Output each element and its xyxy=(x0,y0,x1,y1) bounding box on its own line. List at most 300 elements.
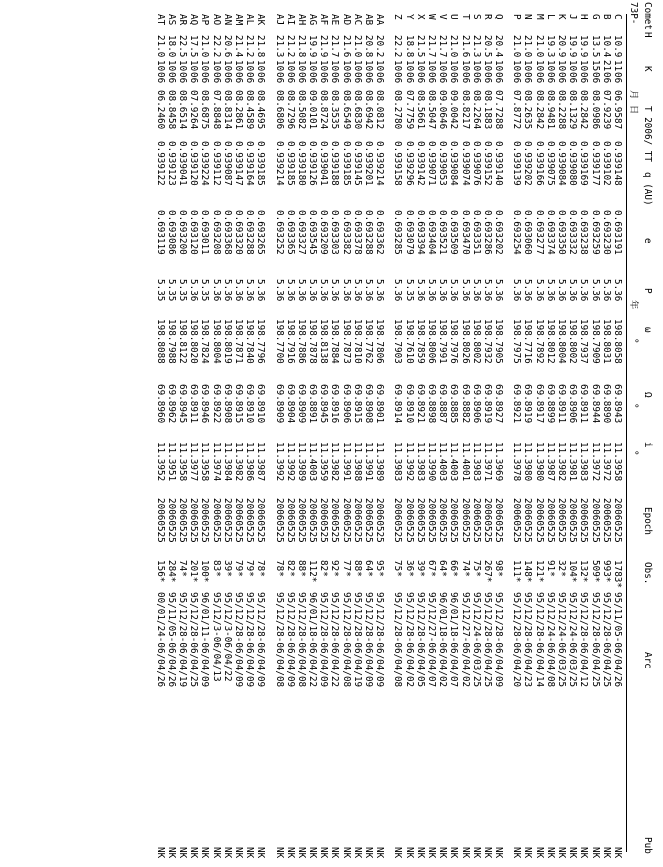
cell-obs: 509* xyxy=(589,560,601,583)
cell-epoch: 20060525 xyxy=(199,498,211,543)
cell-epoch: 20060525 xyxy=(403,498,415,543)
cell-incl: 11.3977 xyxy=(188,442,200,482)
cell-epoch: 20060525 xyxy=(307,498,319,543)
cell-comet: AA xyxy=(374,14,386,26)
cell-obs: 74* xyxy=(459,560,471,577)
cell-obs: 993* xyxy=(600,560,612,583)
cell-e: 0.693079 xyxy=(403,210,415,255)
cell-epoch: 20060525 xyxy=(448,498,460,543)
cell-comet: AG xyxy=(307,14,319,26)
cell-e: 0.693404 xyxy=(426,210,437,255)
cell-pub: NK xyxy=(437,847,449,859)
cell-k: 10 xyxy=(459,60,471,72)
cell-h: 17.5 xyxy=(188,35,200,58)
cell-node: 69.8919 xyxy=(481,384,493,424)
cell-omega: 198.8019 xyxy=(221,319,233,364)
cell-year: 06 xyxy=(589,72,601,84)
cell-incl: 11.3980 xyxy=(533,442,545,482)
cell-year: 06 xyxy=(210,72,222,84)
cell-epoch: 20060525 xyxy=(244,498,256,543)
cell-incl: 11.3987 xyxy=(544,442,556,482)
cell-day: 08.6514 xyxy=(177,90,189,130)
cell-k: 10 xyxy=(522,60,534,72)
cell-q: 0.939201 xyxy=(363,141,375,186)
cell-q: 0.939145 xyxy=(351,141,363,186)
cell-pub: NK xyxy=(351,847,363,859)
cell-node: 69.8911 xyxy=(578,384,590,424)
cell-day: 07.8772 xyxy=(511,90,523,130)
cell-h: 10.9 xyxy=(612,35,623,58)
cell-comet: AS xyxy=(165,14,177,26)
cell-day: 08.6830 xyxy=(351,90,363,130)
cell-day: 08.6549 xyxy=(340,90,352,130)
cell-e: 0.693208 xyxy=(210,210,222,255)
cell-omega: 198.7716 xyxy=(522,319,534,364)
cell-incl: 11.3972 xyxy=(600,442,612,482)
cell-day: 08.7296 xyxy=(284,90,296,130)
cell-node: 69.8908 xyxy=(221,384,233,424)
cell-year: 06 xyxy=(351,72,363,84)
cell-h: 19.9 xyxy=(307,35,319,58)
cell-epoch: 20060525 xyxy=(284,498,296,543)
cell-year: 06 xyxy=(511,72,523,84)
cell-node: 69.8943 xyxy=(612,384,623,424)
cell-q: 0.939296 xyxy=(403,141,415,186)
cell-day: 08.1329 xyxy=(567,90,579,130)
cell-omega: 198.7810 xyxy=(351,319,363,364)
cell-arc: 95/12/28-06/04/09 xyxy=(363,592,375,688)
cell-h: 21.0 xyxy=(533,35,545,58)
cell-arc: 95/12/28-06/04/08 xyxy=(273,592,285,688)
cell-epoch: 20060525 xyxy=(437,498,449,543)
cell-k: 10 xyxy=(511,60,523,72)
cell-node: 69.8899 xyxy=(544,384,556,424)
cell-q: 0.939102 xyxy=(600,141,612,186)
cell-omega: 198.7871 xyxy=(233,319,244,364)
cell-node: 69.8911 xyxy=(556,384,568,424)
cell-node: 69.8887 xyxy=(437,384,449,424)
cell-k: 10 xyxy=(340,60,352,72)
cell-p: 5.36 xyxy=(437,279,449,302)
cell-year: 06 xyxy=(221,72,233,84)
cell-p: 5.36 xyxy=(511,279,523,302)
cell-day: 06.2460 xyxy=(154,90,166,130)
cell-node: 69.8921 xyxy=(414,384,426,424)
cell-arc: 95/12/3-06/04/13 xyxy=(210,592,222,682)
cell-h: 21.3 xyxy=(273,35,285,58)
cell-omega: 198.7937 xyxy=(578,319,590,364)
cell-e: 0.693209 xyxy=(318,210,330,255)
cell-obs: 32* xyxy=(556,560,568,577)
header-comet: Comet xyxy=(642,2,653,30)
cell-arc: 95/12/24-06/04/08 xyxy=(544,592,556,688)
cell-day: 07.9239 xyxy=(600,90,612,130)
cell-h: 10.4 xyxy=(600,35,612,58)
cell-h: 20.9 xyxy=(556,35,568,58)
cell-comet: AN xyxy=(221,14,233,26)
cell-arc: 95/12/28-06/04/20 xyxy=(511,592,523,688)
cell-arc: 95/12/28-06/04/09 xyxy=(244,592,256,688)
cell-pub: NK xyxy=(188,847,200,859)
cell-q: 0.939147 xyxy=(233,141,244,186)
cell-node: 69.8906 xyxy=(470,384,482,424)
cell-node: 69.8891 xyxy=(307,384,319,424)
cell-pub: NK xyxy=(210,847,222,859)
cell-h: 21.0 xyxy=(448,35,460,58)
cell-incl: 11.3988 xyxy=(351,442,363,482)
cell-obs: 100* xyxy=(199,560,211,583)
cell-k: 10 xyxy=(233,60,244,72)
cell-day: 08.8314 xyxy=(221,90,233,130)
cell-pub: NK xyxy=(481,847,493,859)
cell-h: 21.7 xyxy=(426,35,437,58)
cell-comet: X xyxy=(414,14,426,20)
cell-day: 08.8458 xyxy=(165,90,177,130)
cell-k: 10 xyxy=(403,60,415,72)
cell-arc: 95/12/24-06/03/25 xyxy=(470,592,482,688)
cell-day: 09.0101 xyxy=(307,90,319,130)
cell-arc: 95/12/28-06/04/25 xyxy=(188,592,200,688)
cell-year: 06 xyxy=(493,72,505,84)
cell-node: 69.8945 xyxy=(177,384,189,424)
cell-pub: NK xyxy=(329,847,341,859)
cell-q: 0.939074 xyxy=(459,141,471,186)
cell-omega: 198.7884 xyxy=(329,319,341,364)
cell-q: 0.939148 xyxy=(612,141,623,186)
cell-obs: 95* xyxy=(374,560,386,577)
cell-pub: NK xyxy=(414,847,426,859)
cell-incl: 11.3983 xyxy=(414,442,426,482)
cell-year: 06 xyxy=(544,72,556,84)
cell-p: 5.36 xyxy=(392,279,404,302)
cell-arc: 95/12/28-06/04/14 xyxy=(533,592,545,688)
cell-epoch: 20060525 xyxy=(273,498,285,543)
cell-pub: NK xyxy=(295,847,307,859)
cell-epoch: 20060525 xyxy=(459,498,471,543)
cell-node: 69.8927 xyxy=(493,384,505,424)
cell-q: 0.939180 xyxy=(295,141,307,186)
cell-comet: AQ xyxy=(188,14,200,26)
cell-epoch: 20060525 xyxy=(612,498,623,543)
cell-h: 21.2 xyxy=(284,35,296,58)
cell-omega: 198.7873 xyxy=(340,319,352,364)
cell-k: 10 xyxy=(307,60,319,72)
cell-day: 08.5661 xyxy=(414,90,426,130)
cell-q: 0.939075 xyxy=(544,141,556,186)
cell-incl: 11.3986 xyxy=(244,442,256,482)
cell-omega: 198.7700 xyxy=(273,319,285,364)
cell-k: 10 xyxy=(318,60,330,72)
cell-incl: 11.4003 xyxy=(307,442,319,482)
cell-obs: 201* xyxy=(188,560,200,583)
cell-incl: 11.3992 xyxy=(284,442,296,482)
cell-comet: Y xyxy=(403,14,415,20)
cell-k: 10 xyxy=(363,60,375,72)
cell-node: 69.8916 xyxy=(329,384,341,424)
cell-arc: 95/12/24-06/03/25 xyxy=(567,592,579,688)
cell-node: 69.8909 xyxy=(273,384,285,424)
cell-year: 06 xyxy=(481,72,493,84)
cell-epoch: 20060525 xyxy=(589,498,601,543)
cell-comet: M xyxy=(533,14,545,20)
cell-comet: T xyxy=(459,14,471,20)
cell-p: 5.36 xyxy=(481,279,493,302)
cell-node: 69.8962 xyxy=(165,384,177,424)
cell-omega: 198.8006 xyxy=(426,319,437,364)
cell-arc: 95/11/05-06/04/26 xyxy=(165,592,177,688)
cell-node: 69.8910 xyxy=(244,384,256,424)
header-p: P xyxy=(642,288,653,294)
subheader-date-units: 月 日 xyxy=(628,90,639,115)
cell-incl: 11.3982 xyxy=(233,442,244,482)
cell-arc: 95/12/27-06/04/02 xyxy=(459,592,471,688)
cell-e: 0.693288 xyxy=(363,210,375,255)
subheader-degree-omega: ° xyxy=(628,338,639,344)
cell-comet: AL xyxy=(244,14,256,26)
cell-epoch: 20060525 xyxy=(188,498,200,543)
cell-arc: 95/12/28-06/04/25 xyxy=(481,592,493,688)
cell-arc: 95/12/28-06/04/25 xyxy=(589,592,601,688)
cell-day: 08.5047 xyxy=(426,90,437,130)
cell-q: 0.939084 xyxy=(448,141,460,186)
cell-p: 5.36 xyxy=(340,279,352,302)
cell-p: 5.36 xyxy=(589,279,601,302)
cell-pub: NK xyxy=(244,847,256,859)
cell-omega: 198.8026 xyxy=(459,319,471,364)
cell-comet: Z xyxy=(392,14,404,20)
cell-q: 0.939214 xyxy=(273,141,285,186)
cell-comet: L xyxy=(544,14,556,20)
cell-year: 06 xyxy=(533,72,545,84)
cell-p: 5.36 xyxy=(221,279,233,302)
cell-p: 5.36 xyxy=(255,279,267,302)
cell-q: 0.939185 xyxy=(340,141,352,186)
cell-incl: 11.3972 xyxy=(589,442,601,482)
cell-comet: U xyxy=(448,14,460,20)
subheader-corner: 73P- xyxy=(628,2,639,25)
cell-k: 10 xyxy=(199,60,211,72)
cell-q: 0.939112 xyxy=(210,141,222,186)
cell-incl: 11.3958 xyxy=(612,442,623,482)
cell-k: 10 xyxy=(284,60,296,72)
cell-year: 06 xyxy=(522,72,534,84)
cell-obs: 156* xyxy=(154,560,166,583)
cell-pub: NK xyxy=(556,847,568,859)
cell-obs: 64* xyxy=(437,560,449,577)
cell-e: 0.693303 xyxy=(329,210,341,255)
cell-p: 5.36 xyxy=(284,279,296,302)
cell-comet: AC xyxy=(351,14,363,26)
cell-h: 13.5 xyxy=(589,35,601,58)
cell-q: 0.939123 xyxy=(165,141,177,186)
cell-q: 0.939139 xyxy=(511,141,523,186)
cell-e: 0.693365 xyxy=(284,210,296,255)
cell-h: 21.7 xyxy=(329,35,341,58)
cell-day: 08.2288 xyxy=(556,90,568,130)
cell-incl: 11.3951 xyxy=(165,442,177,482)
cell-p: 5.36 xyxy=(578,279,590,302)
cell-q: 0.939053 xyxy=(437,141,449,186)
cell-obs: 75* xyxy=(392,560,404,577)
cell-omega: 198.7610 xyxy=(403,319,415,364)
cell-q: 0.939071 xyxy=(426,141,437,186)
cell-comet: AT xyxy=(154,14,166,26)
cell-day: 08.2635 xyxy=(522,90,534,130)
cell-k: 10 xyxy=(470,60,482,72)
cell-epoch: 20060525 xyxy=(351,498,363,543)
cell-node: 69.8945 xyxy=(318,384,330,424)
cell-q: 0.939158 xyxy=(392,141,404,186)
cell-omega: 198.8138 xyxy=(318,319,330,364)
cell-epoch: 20060525 xyxy=(533,498,545,543)
cell-e: 0.693265 xyxy=(255,210,267,255)
cell-arc: 95/12/28-06/04/09 xyxy=(318,592,330,688)
cell-comet: AE xyxy=(329,14,341,26)
cell-omega: 198.7886 xyxy=(295,319,307,364)
cell-p: 5.36 xyxy=(307,279,319,302)
cell-pub: NK xyxy=(340,847,352,859)
cell-h: 21.0 xyxy=(522,35,534,58)
cell-comet: AR xyxy=(177,14,189,26)
header-incl: i xyxy=(642,442,653,448)
cell-e: 0.693238 xyxy=(578,210,590,255)
cell-obs: 39* xyxy=(414,560,426,577)
cell-k: 10 xyxy=(493,60,505,72)
cell-arc: 95/12/28-06/04/05 xyxy=(414,592,426,688)
cell-p: 5.36 xyxy=(295,279,307,302)
cell-h: 22.5 xyxy=(177,35,189,58)
cell-arc: 95/12/3-06/04/22 xyxy=(221,592,233,682)
cell-k: 10 xyxy=(210,60,222,72)
cell-p: 5.36 xyxy=(522,279,534,302)
cell-obs: 91* xyxy=(544,560,556,577)
cell-epoch: 20060525 xyxy=(414,498,426,543)
cell-year: 06 xyxy=(426,72,437,84)
cell-node: 69.8904 xyxy=(284,384,296,424)
cell-epoch: 20060525 xyxy=(255,498,267,543)
cell-epoch: 20060525 xyxy=(556,498,568,543)
cell-obs: 98* xyxy=(493,560,505,577)
cell-omega: 198.8031 xyxy=(600,319,612,364)
cell-day: 09.0042 xyxy=(448,90,460,130)
cell-k: 10 xyxy=(544,60,556,72)
cell-q: 0.939140 xyxy=(493,141,505,186)
cell-e: 0.693230 xyxy=(600,210,612,255)
cell-q: 0.939142 xyxy=(414,141,426,186)
cell-incl: 11.3983 xyxy=(578,442,590,482)
cell-pub: NK xyxy=(544,847,556,859)
cell-q: 0.939188 xyxy=(329,141,341,186)
cell-e: 0.693086 xyxy=(165,210,177,255)
cell-node: 69.8922 xyxy=(210,384,222,424)
cell-obs: 284* xyxy=(165,560,177,583)
cell-e: 0.693285 xyxy=(392,210,404,255)
cell-h: 20.6 xyxy=(221,35,233,58)
cell-comet: AK xyxy=(255,14,267,26)
cell-k: 10 xyxy=(448,60,460,72)
header-node: Ω xyxy=(642,392,653,398)
cell-pub: NK xyxy=(403,847,415,859)
cell-p: 5.36 xyxy=(233,279,244,302)
cell-incl: 11.3984 xyxy=(221,442,233,482)
cell-omega: 198.7903 xyxy=(392,319,404,364)
cell-incl: 11.3969 xyxy=(493,442,505,482)
cell-h: 21.0 xyxy=(511,35,523,58)
cell-omega: 198.7796 xyxy=(255,319,267,364)
cell-omega: 198.7840 xyxy=(244,319,256,364)
cell-day: 08.2780 xyxy=(392,90,404,130)
cell-omega: 198.8002 xyxy=(567,319,579,364)
cell-omega: 198.7878 xyxy=(307,319,319,364)
cell-epoch: 20060525 xyxy=(374,498,386,543)
cell-q: 0.939185 xyxy=(255,141,267,186)
cell-pub: NK xyxy=(522,847,534,859)
cell-year: 06 xyxy=(448,72,460,84)
cell-node: 69.8915 xyxy=(233,384,244,424)
cell-day: 08.5082 xyxy=(295,90,307,130)
cell-year: 06 xyxy=(414,72,426,84)
cell-q: 0.939166 xyxy=(533,141,545,186)
cell-h: 21.0 xyxy=(154,35,166,58)
cell-p: 5.36 xyxy=(188,279,200,302)
cell-epoch: 20060525 xyxy=(318,498,330,543)
cell-p: 5.36 xyxy=(414,279,426,302)
table-header-row xyxy=(639,0,653,867)
cell-e: 0.693378 xyxy=(351,210,363,255)
cell-h: 21.8 xyxy=(295,35,307,58)
cell-e: 0.693120 xyxy=(188,210,200,255)
cell-year: 06 xyxy=(374,72,386,84)
cell-p: 5.35 xyxy=(177,279,189,302)
cell-h: 19.3 xyxy=(544,35,556,58)
cell-k: 10 xyxy=(533,60,545,72)
cell-arc: 95/12/28-06/04/08 xyxy=(392,592,404,688)
cell-node: 69.8910 xyxy=(403,384,415,424)
cell-day: 08.2861 xyxy=(233,90,244,130)
cell-k: 21 xyxy=(600,60,612,72)
cell-q: 0.939122 xyxy=(154,141,166,186)
cell-p: 5.35 xyxy=(165,279,177,302)
cell-q: 0.939120 xyxy=(188,141,200,186)
cell-pub: NK xyxy=(459,847,471,859)
cell-arc: 96/01/18-06/04/02 xyxy=(437,592,449,688)
cell-comet: K xyxy=(556,14,568,20)
header-k: K xyxy=(642,66,653,72)
cell-node: 69.8898 xyxy=(426,384,437,424)
cell-year: 06 xyxy=(233,72,244,84)
cell-obs: 92* xyxy=(329,560,341,577)
cell-pub: NK xyxy=(533,847,545,859)
cell-e: 0.693382 xyxy=(340,210,352,255)
cell-e: 0.693119 xyxy=(154,210,166,255)
cell-obs: 83* xyxy=(210,560,222,577)
cell-node: 69.8921 xyxy=(511,384,523,424)
cell-k: 10 xyxy=(295,60,307,72)
cell-incl: 11.3981 xyxy=(567,442,579,482)
cell-obs: 104* xyxy=(567,560,579,583)
cell-node: 69.8906 xyxy=(340,384,352,424)
cell-p: 5.36 xyxy=(448,279,460,302)
cell-e: 0.693351 xyxy=(470,210,482,255)
cell-k: 10 xyxy=(481,60,493,72)
cell-k: 10 xyxy=(351,60,363,72)
cell-pub: NK xyxy=(273,847,285,859)
cell-year: 06 xyxy=(340,72,352,84)
cell-e: 0.693350 xyxy=(556,210,568,255)
cell-epoch: 20060525 xyxy=(295,498,307,543)
cell-h: 21.2 xyxy=(244,35,256,58)
cell-omega: 198.8058 xyxy=(612,319,623,364)
